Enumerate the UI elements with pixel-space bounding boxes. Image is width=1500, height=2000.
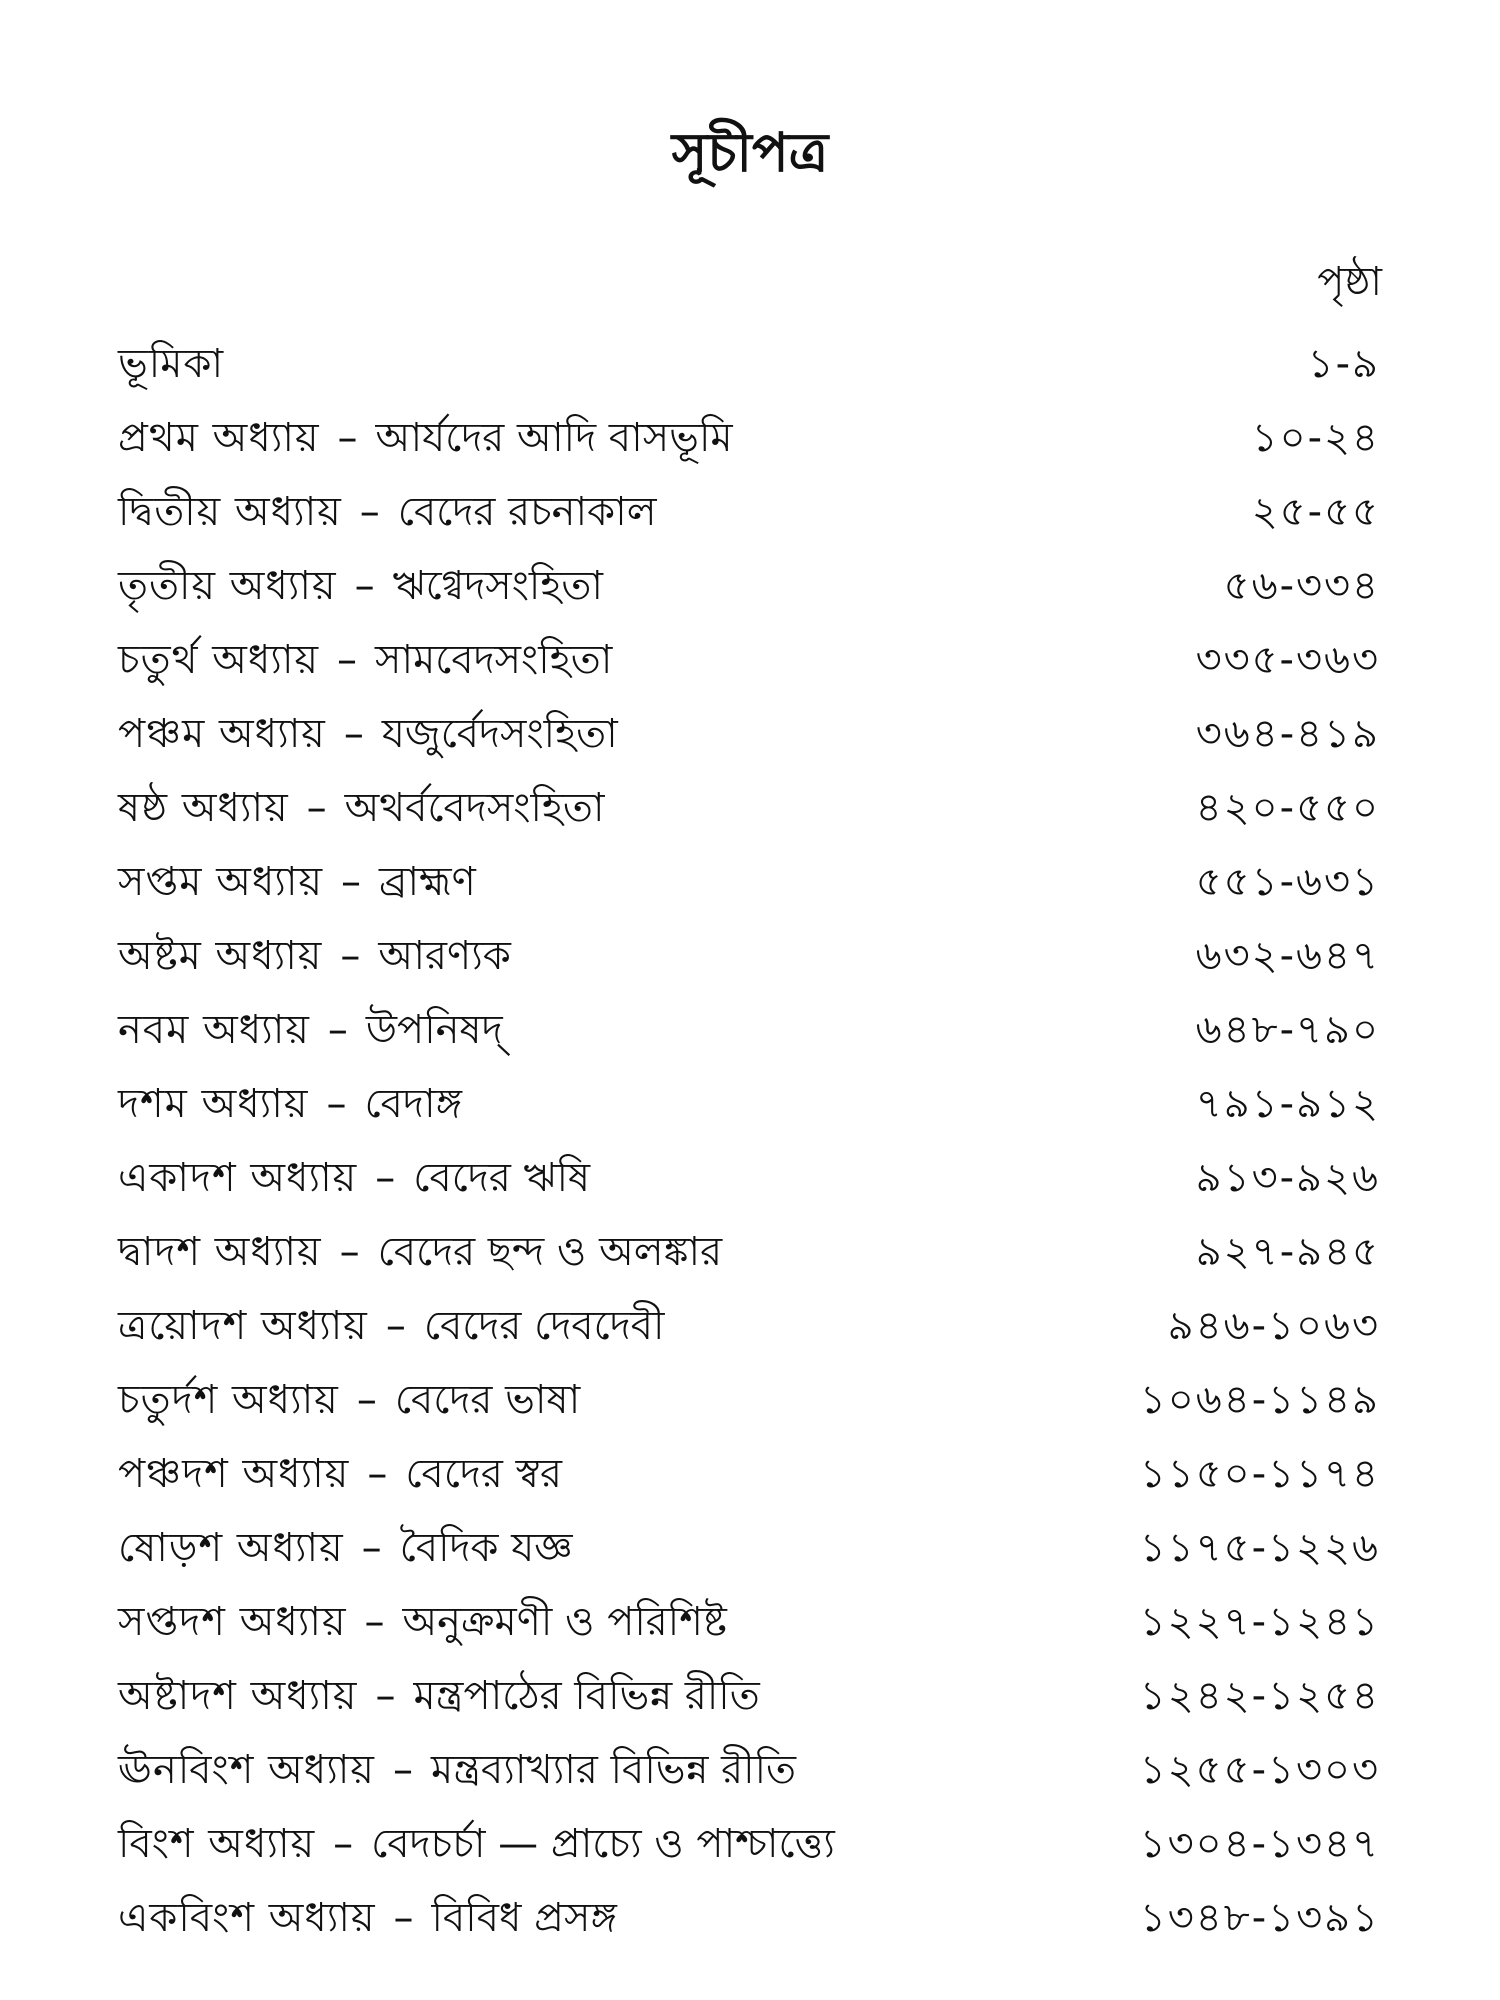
toc-entry bbox=[118, 1882, 1380, 1956]
toc-entry bbox=[118, 772, 1380, 846]
page-range: ১০৬৪-১১৪৯ bbox=[1139, 1376, 1380, 1423]
page-range: ১২৫৫-১৩০৩ bbox=[1139, 1746, 1380, 1793]
chapter-topic: সামবেদসংহিতা bbox=[375, 636, 613, 683]
chapter-label: ঊনবিংশ অধ্যায় bbox=[118, 1746, 375, 1793]
toc-entry-title bbox=[118, 1812, 835, 1879]
page-range: ৬৪৮-৭৯০ bbox=[1195, 1006, 1380, 1053]
toc-entry bbox=[118, 1808, 1380, 1882]
toc-entry bbox=[118, 920, 1380, 994]
chapter-topic: বেদাঙ্গ bbox=[364, 1080, 463, 1127]
chapter-label: একাদশ অধ্যায় bbox=[118, 1154, 358, 1201]
separator-dash: – bbox=[341, 858, 362, 905]
chapter-label: সপ্তদশ অধ্যায় bbox=[118, 1598, 347, 1645]
toc-entry bbox=[118, 1068, 1380, 1142]
separator-dash: – bbox=[375, 1672, 396, 1719]
toc-entry bbox=[118, 476, 1380, 550]
chapter-label: বিংশ অধ্যায় bbox=[118, 1820, 316, 1867]
page-range: ১২৪২-১২৫৪ bbox=[1139, 1672, 1380, 1719]
toc-entry-title bbox=[118, 1738, 796, 1805]
chapter-topic: মন্ত্রপাঠের বিভিন্ন রীতি bbox=[413, 1672, 760, 1719]
separator-dash: – bbox=[359, 488, 380, 535]
separator-dash: – bbox=[306, 784, 327, 831]
page-range: ৩৩৫-৩৬৩ bbox=[1195, 636, 1380, 683]
page-title: সূচীপত্র bbox=[671, 121, 829, 184]
chapter-label: একবিংশ অধ্যায় bbox=[118, 1894, 376, 1941]
chapter-topic: ঋগ্বেদসংহিতা bbox=[392, 562, 603, 609]
chapter-topic: বৈদিক যজ্ঞ bbox=[399, 1524, 573, 1571]
chapter-label: সপ্তম অধ্যায় bbox=[118, 858, 324, 905]
chapter-label: তৃতীয় অধ্যায় bbox=[118, 562, 337, 609]
toc-entry-title bbox=[118, 1146, 590, 1213]
separator-dash: – bbox=[327, 1006, 348, 1053]
page-column-header: পৃষ্ঠা bbox=[1317, 259, 1382, 305]
chapter-topic: বেদের ঋষি bbox=[413, 1154, 591, 1201]
chapter-topic: বেদের স্বর bbox=[405, 1450, 562, 1497]
page-range: ১২২৭-১২৪১ bbox=[1139, 1598, 1380, 1645]
toc-entry bbox=[118, 624, 1380, 698]
toc-entry-title bbox=[118, 1220, 722, 1287]
chapter-label: ত্রয়োদশ অধ্যায় bbox=[118, 1302, 368, 1349]
toc-entry-title bbox=[118, 332, 224, 399]
toc-entry bbox=[118, 1290, 1380, 1364]
chapter-topic: আর্যদের আদি বাসভূমি bbox=[375, 414, 733, 461]
chapter-label: ষোড়শ অধ্যায় bbox=[118, 1524, 344, 1571]
page-range: ১৩৪৮-১৩৯১ bbox=[1139, 1894, 1380, 1941]
separator-dash: – bbox=[333, 1820, 354, 1867]
separator-dash: – bbox=[343, 710, 364, 757]
chapter-label: অষ্টাদশ অধ্যায় bbox=[118, 1672, 358, 1719]
toc-entry-title bbox=[118, 480, 657, 547]
separator-dash: – bbox=[340, 932, 361, 979]
chapter-topic: বেদের ছন্দ ও অলঙ্কার bbox=[377, 1228, 723, 1275]
toc-entry-title bbox=[118, 924, 511, 991]
toc-entry bbox=[118, 698, 1380, 772]
separator-dash: – bbox=[367, 1450, 388, 1497]
toc-entry-title bbox=[118, 1590, 727, 1657]
toc-entry-title bbox=[118, 406, 733, 473]
separator-dash: – bbox=[354, 562, 375, 609]
table-of-contents bbox=[118, 328, 1380, 1956]
chapter-label: চতুর্দশ অধ্যায় bbox=[118, 1376, 339, 1423]
toc-entry bbox=[118, 994, 1380, 1068]
page-range: ১১৭৫-১২২৬ bbox=[1139, 1524, 1380, 1571]
toc-entry bbox=[118, 1216, 1380, 1290]
chapter-label: দ্বাদশ অধ্যায় bbox=[118, 1228, 322, 1275]
separator-dash: – bbox=[337, 414, 358, 461]
page-range: ২৫-৫৫ bbox=[1251, 488, 1380, 535]
toc-entry-title bbox=[118, 998, 503, 1065]
toc-entry-title bbox=[118, 702, 618, 769]
chapter-topic: অনুক্রমণী ও পরিশিষ্ট bbox=[402, 1598, 727, 1645]
separator-dash: – bbox=[337, 636, 358, 683]
chapter-label: প্রথম অধ্যায় bbox=[118, 414, 320, 461]
page-range: ১৩০৪-১৩৪৭ bbox=[1139, 1820, 1380, 1867]
separator-dash: – bbox=[375, 1154, 396, 1201]
toc-entry-title bbox=[118, 1368, 580, 1435]
toc-entry-title bbox=[118, 628, 612, 695]
page-range: ৭৯১-৯১২ bbox=[1195, 1080, 1380, 1127]
separator-dash: – bbox=[392, 1746, 413, 1793]
page-range: ৪২০-৫৫০ bbox=[1195, 784, 1380, 831]
toc-entry-title bbox=[118, 554, 603, 621]
chapter-topic: যজুর্বেদসংহিতা bbox=[381, 710, 618, 757]
page-range: ৯১৩-৯২৬ bbox=[1195, 1154, 1380, 1201]
separator-dash: – bbox=[364, 1598, 385, 1645]
chapter-label: অষ্টম অধ্যায় bbox=[118, 932, 323, 979]
toc-entry bbox=[118, 1512, 1380, 1586]
page-range: ৯২৭-৯৪৫ bbox=[1195, 1228, 1380, 1275]
toc-entry bbox=[118, 1660, 1380, 1734]
separator-dash: – bbox=[393, 1894, 414, 1941]
toc-entry bbox=[118, 1438, 1380, 1512]
chapter-topic: অথর্ববেদসংহিতা bbox=[344, 784, 605, 831]
toc-entry-title bbox=[118, 850, 476, 917]
chapter-label: পঞ্চম অধ্যায় bbox=[118, 710, 326, 757]
chapter-topic: বেদের ভাষা bbox=[394, 1376, 581, 1423]
chapter-topic: বেদচর্চা — প্রাচ্যে ও পাশ্চাত্ত্যে bbox=[371, 1820, 835, 1867]
page-range: ৫৬-৩৩৪ bbox=[1223, 562, 1380, 609]
toc-entry bbox=[118, 1586, 1380, 1660]
toc-entry-title bbox=[118, 1664, 760, 1731]
toc-entry bbox=[118, 550, 1380, 624]
separator-dash: – bbox=[361, 1524, 382, 1571]
chapter-label: চতুর্থ অধ্যায় bbox=[118, 636, 320, 683]
chapter-topic: বিবিধ প্রসঙ্গ bbox=[431, 1894, 617, 1941]
toc-entry bbox=[118, 1734, 1380, 1808]
page-range: ৫৫১-৬৩১ bbox=[1195, 858, 1380, 905]
separator-dash: – bbox=[326, 1080, 347, 1127]
toc-entry bbox=[118, 402, 1380, 476]
toc-entry-title bbox=[118, 776, 605, 843]
page-range: ১০-২৪ bbox=[1251, 414, 1380, 461]
page-range: ৩৬৪-৪১৯ bbox=[1195, 710, 1380, 757]
chapter-label: ষষ্ঠ অধ্যায় bbox=[118, 784, 289, 831]
toc-entry-title bbox=[118, 1886, 617, 1953]
page-range: ৬৩২-৬৪৭ bbox=[1195, 932, 1380, 979]
toc-entry bbox=[118, 1364, 1380, 1438]
chapter-topic: আরণ্যক bbox=[378, 932, 511, 979]
chapter-topic: ব্রাহ্মণ bbox=[379, 858, 476, 905]
chapter-topic: মন্ত্রব্যাখ্যার বিভিন্ন রীতি bbox=[430, 1746, 797, 1793]
chapter-label: ভূমিকা bbox=[118, 340, 225, 387]
separator-dash: – bbox=[356, 1376, 377, 1423]
chapter-topic: বেদের দেবদেবী bbox=[423, 1302, 665, 1349]
toc-entry bbox=[118, 328, 1380, 402]
chapter-topic: উপনিষদ্ bbox=[365, 1006, 503, 1053]
toc-entry bbox=[118, 846, 1380, 920]
chapter-label: দ্বিতীয় অধ্যায় bbox=[118, 488, 342, 535]
page-range: ১-৯ bbox=[1307, 340, 1380, 387]
toc-entry-title bbox=[118, 1516, 573, 1583]
chapter-label: দশম অধ্যায় bbox=[118, 1080, 309, 1127]
toc-entry-title bbox=[118, 1294, 664, 1361]
chapter-label: পঞ্চদশ অধ্যায় bbox=[118, 1450, 350, 1497]
separator-dash: – bbox=[339, 1228, 360, 1275]
chapter-label: নবম অধ্যায় bbox=[118, 1006, 310, 1053]
chapter-topic: বেদের রচনাকাল bbox=[397, 488, 657, 535]
toc-entry-title bbox=[118, 1072, 462, 1139]
separator-dash: – bbox=[385, 1302, 406, 1349]
page-range: ১১৫০-১১৭৪ bbox=[1139, 1450, 1380, 1497]
page-range: ৯৪৬-১০৬৩ bbox=[1167, 1302, 1380, 1349]
toc-entry-title bbox=[118, 1442, 562, 1509]
toc-entry bbox=[118, 1142, 1380, 1216]
